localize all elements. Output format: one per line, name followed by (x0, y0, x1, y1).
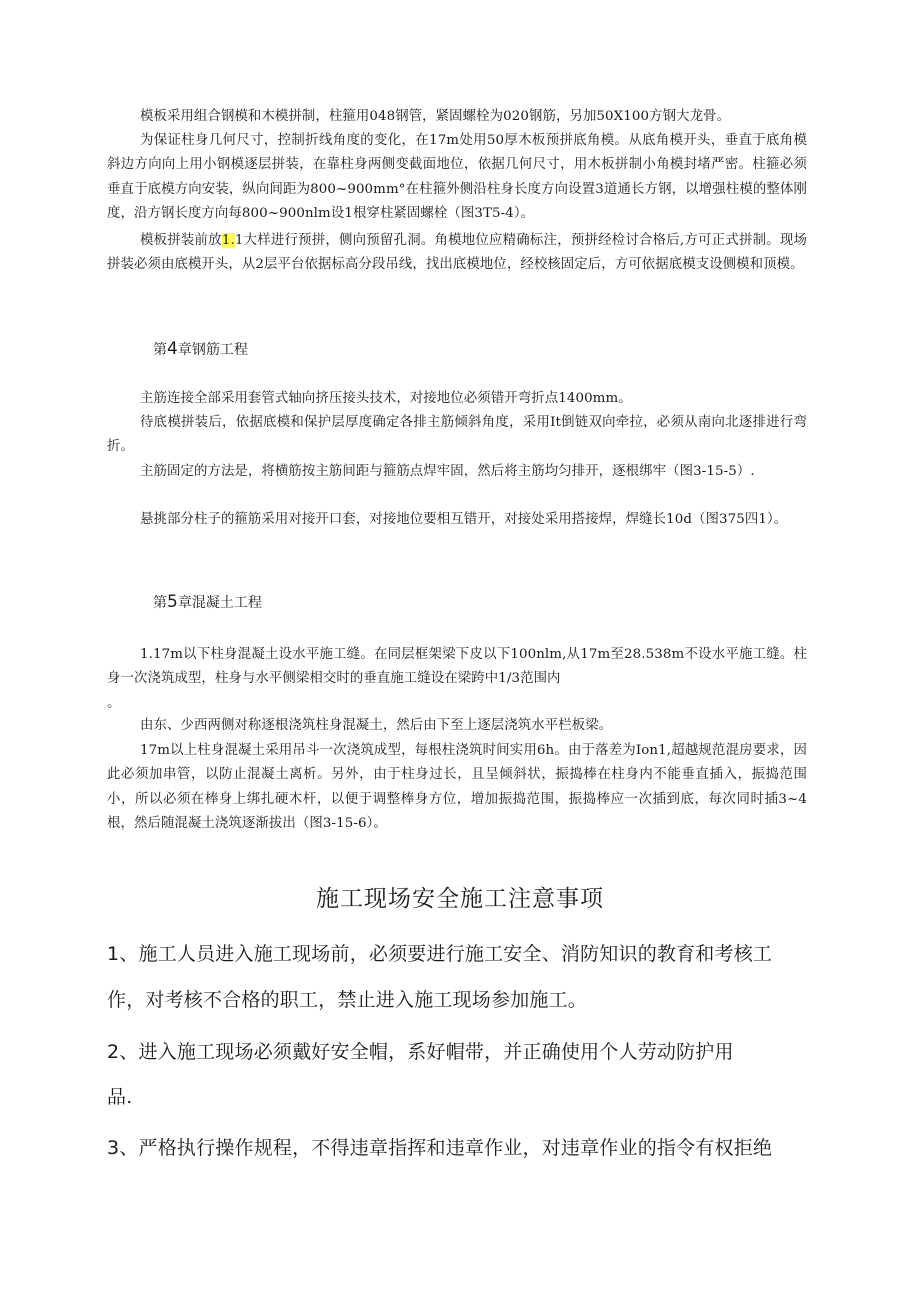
safety-item-1-number: 1 (107, 943, 120, 965)
safety-item-1-text: 、施工人员进入施工现场前，必须要进行施工安全、消防知识的教育和考核工 (119, 943, 773, 965)
chapter-4-heading (153, 338, 248, 361)
formwork-paragraph-3-end: 1大样进行预拼，侧向预留孔洞。角模地位应精确标注，预拼经检讨合格后,方可正式拼制。现场拼装必须由底模开头，从2层平台依据标高分段吊线，找出底模地位，经校核固定后，方可依据底模支设侧模和顶模。 (107, 233, 807, 273)
chapter-5-paragraph-1: 1.17m以下柱身混凝土设水平施工缝。在同层框架梁下皮以下100nlm,从17m至28.538m不设水平施工缝。柱身一次浇筑成型，柱身与水平侧梁相交时的垂直施工缝设在梁跨中1/3范围内 (107, 647, 807, 687)
formwork-paragraph-3 (107, 229, 807, 278)
chapter-4-paragraph-2: 待底模拼装后，依据底模和保护层厚度确定各排主筋倾斜角度，采用It倒链双向牵拉，必须从南向北逐排进行弯折。 (107, 415, 807, 455)
formwork-paragraph-2: 为保证柱身几何尺寸，控制折线角度的变化，在17m处用50厚木板预拼底角模。从底角模开头，垂直于底角模斜边方向向上用小钢模逐层拼装，在靠柱身两侧变截面地位，依据几何尺寸，用木板拼制小角模封堵严密。柱箍必须垂直于底模方向安装，纵向间距为800~900mm°在柱箍外侧沿柱身长度方向设置3道通长方钢，以增强柱模的整体刚度，沿方钢长度方向每800~900nlm设1根穿柱紧固螺栓（图3T5-4）。 (107, 133, 807, 222)
chapter-4-paragraph-1: 主筋连接全部采用套管式轴向挤压接头技术，对接地位必须错开弯折点1400mm。 (140, 391, 632, 406)
chapter-4-paragraph-3: 主筋固定的方法是，将横筋按主筋间距与箍筋点焊牢固，然后将主筋均匀排开，逐根绑牢（图3-15-5）. (140, 464, 755, 479)
chapter-5-paragraph-2: 由东、少西两侧对称逐根浇筑柱身混凝土，然后由下至上逐层浇筑水平栏板梁。 (140, 718, 613, 733)
safety-item-3-number: 3 (107, 1137, 120, 1159)
chapter-5-number: 5 (167, 592, 178, 612)
safety-item-2-text: 、进入施工现场必须戴好安全帽，系好帽带，并正确使用个人劳动防护用 (119, 1041, 734, 1063)
chapter-5-title: 章混凝土工程 (177, 595, 262, 611)
formwork-paragraph-1: 模板采用组合钢模和木模拼制，柱箍用048钢管，紧固螺栓为020钢筋，另加50X100方钢大龙骨。 (140, 109, 731, 124)
safety-item-2-number: 2 (107, 1041, 120, 1063)
highlighted-text: 1. (221, 233, 235, 248)
chapter-5-prefix: 第 (153, 595, 167, 611)
chapter-5-paragraph-1-tail: 。 (107, 696, 121, 711)
chapter-4-prefix: 第 (153, 342, 167, 358)
safety-item-2-line-1 (107, 1038, 807, 1066)
chapter-5-heading (153, 591, 262, 614)
safety-item-3-text: 、严格执行操作规程，不得违章指挥和违章作业，对违章作业的指令有权拒绝 (119, 1137, 773, 1159)
chapter-5-paragraph-3: 17m以上柱身混凝土采用吊斗一次浇筑成型，每根柱浇筑时间实用6h。由于落差为Ion1,超越规范混房要求，因此必须加串管，以防止混凝土离析。另外，由于柱身过长，且呈倾斜状，振捣棒在柱身内不能垂直插入，振捣范围小，所以必须在棒身上绑扎硬木杆，以便于调整棒身方位，增加振捣范围，振捣棒应一次插到底，每次同时插3~4根，然后随混凝土浇筑逐渐拔出（图3-15-6）。 (107, 743, 807, 832)
formwork-paragraph-3-start: 模板拼装前放 (140, 233, 222, 248)
safety-item-3-line-1 (107, 1134, 807, 1162)
safety-item-2-line-2: 品. (107, 1086, 133, 1108)
safety-item-1-line-2: 作，对考核不合格的职工，禁止进入施工现场参加施工。 (107, 989, 588, 1011)
safety-title: 施工现场安全施工注意事项 (316, 886, 604, 912)
chapter-4-number: 4 (167, 339, 178, 359)
safety-item-1-line-1 (107, 940, 807, 968)
chapter-4-title: 章钢筋工程 (177, 342, 248, 358)
chapter-4-paragraph-4: 悬挑部分柱子的箍筋采用对接开口套，对接地位要相互错开，对接处采用搭接焊，焊缝长10d（图375四1）。 (140, 512, 788, 527)
